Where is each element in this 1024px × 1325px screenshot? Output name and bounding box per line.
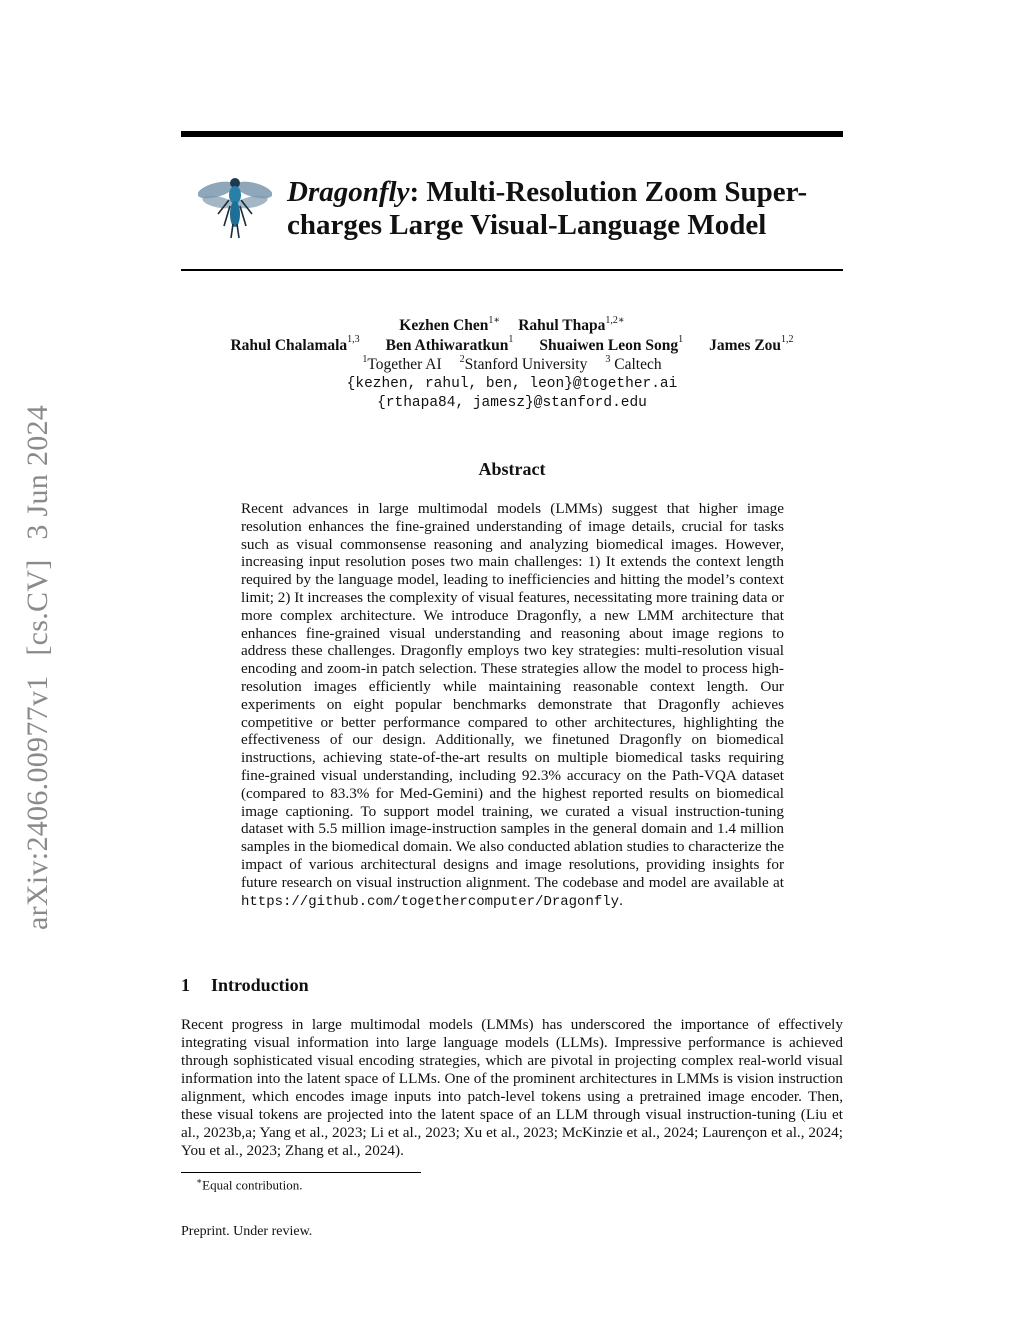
footnote-text: Equal contribution.	[202, 1177, 303, 1193]
section-title: Introduction	[211, 975, 309, 995]
footnote-mark: ∗	[196, 1176, 203, 1186]
author-affiliation-mark: 1,2∗	[605, 314, 625, 326]
dragonfly-icon	[198, 170, 272, 240]
affiliation-number: 1	[362, 353, 368, 365]
affiliation-number: 3	[605, 353, 611, 365]
affiliation-name: Caltech	[614, 356, 662, 373]
affiliation-number: 2	[459, 353, 465, 365]
preprint-notice: Preprint. Under review.	[181, 1224, 313, 1239]
arxiv-date: 3 Jun 2024	[21, 404, 54, 540]
email-line: {kezhen, rahul, ben, leon}@together.ai	[346, 375, 678, 392]
author-affiliation-mark: 1	[508, 334, 514, 346]
author-name: Kezhen Chen	[399, 317, 489, 334]
abstract-end-punct: .	[619, 891, 623, 909]
title-bottom-rule	[181, 269, 843, 271]
author-affiliation-mark: 1	[678, 334, 684, 346]
section-heading-introduction	[181, 975, 309, 996]
introduction-paragraph: Recent progress in large multimodal models (LMMs) has underscored the importance of effectively integrating visual information into large language models (LLMs). Impressive performance is achieved through sophisticated visual encoding strategies, which are pivotal in projecting complex real-world visual information into the latent space of LLMs. One of the prominent architectures in LMMs is vision instruction alignment, which encodes image inputs into patch-level tokens using a pretrained image encoder. Then, these visual tokens are projected into the latent space of an LLM through visual instruction-tuning (Liu et al., 2023b,a; Yang et al., 2023; Li et al., 2023; Xu et al., 2023; McKinzie et al., 2024; Laurençon et al., 2024; You et al., 2023; Zhang et al., 2024).	[181, 1016, 843, 1159]
arxiv-category: [cs.CV]	[21, 559, 54, 656]
footnote-rule	[181, 1172, 421, 1173]
author-line-2	[0, 336, 1024, 356]
email-line: {rthapa84, jamesz}@stanford.edu	[377, 395, 647, 411]
author-name: Rahul Thapa	[518, 317, 606, 334]
author-affiliation-mark: 1,3	[347, 334, 360, 346]
title-line2: charges Large Visual-Language Model	[287, 209, 767, 241]
author-affiliation-mark: 1,2	[781, 334, 794, 346]
abstract-heading: Abstract	[478, 459, 546, 479]
arxiv-identifier-stamp	[16, 370, 60, 930]
affiliation-line	[0, 355, 1024, 375]
paper-title	[287, 176, 827, 242]
title-line1: : Multi-Resolution Zoom Super-	[409, 176, 808, 208]
section-number: 1	[181, 975, 190, 995]
author-name: Shuaiwen Leon Song	[539, 336, 679, 354]
author-name: Rahul Chalamala	[230, 336, 348, 354]
title-top-rule	[181, 131, 843, 137]
footnote	[196, 1176, 303, 1193]
abstract-body-text: Recent advances in large multimodal models (LMMs) suggest that higher image resolution enhances the fine-grained understanding of image details, crucial for tasks such as visual commonsense reasoning and analyzing biomedical images. However, increasing input resolution poses two main challenges: 1) It extends the context length required by the language model, leading to inefficiencies and hitting the model’s context limit; 2) It increases the complexity of visual features, necessitating more training data or more complex architecture. We introduce Dragonfly, a new LMM architecture that enhances fine-grained visual understanding and reasoning about image regions to address these challenges. Dragonfly employs two key strategies: multi-resolution visual encoding and zoom-in patch selection. These strategies allow the model to process high-resolution images efficiently while maintaining reasonable context length. Our experiments on eight popular benchmarks demonstrate that Dragonfly achieves competitive or better performance compared to other architectures, highlighting the effectiveness of our design. Additionally, we finetuned Dragonfly on biomedical instructions, achieving state-of-the-art results on multiple biomedical tasks requiring fine-grained visual understanding, including 92.3% accuracy on the Path-VQA dataset (compared to 83.3% for Med-Gemini) and the highest reported results on biomedical image captioning. To support model training, we curated a visual instruction-tuning dataset with 5.5 million image-instruction samples in the general domain and 1.4 million samples in the biomedical domain. We also conducted ablation studies to characterize the impact of various architectural designs and image resolutions, providing insights for future research on visual instruction alignment. The codebase and model are available at	[241, 500, 784, 891]
author-name: James Zou	[709, 336, 782, 354]
affiliation-name: Together AI	[367, 356, 442, 373]
abstract-text	[241, 500, 784, 911]
affiliation-name: Stanford University	[464, 356, 588, 373]
codebase-link[interactable]: https://github.com/togethercomputer/Dragonfly	[241, 893, 620, 910]
author-block	[0, 316, 1024, 414]
arxiv-id: arXiv:2406.00977v1	[21, 675, 54, 930]
author-affiliation-mark: 1∗	[488, 314, 501, 326]
author-name: Ben Athiwaratkun	[385, 336, 509, 354]
author-line-1	[0, 316, 1024, 336]
title-emphasis: Dragonfly	[287, 176, 410, 208]
